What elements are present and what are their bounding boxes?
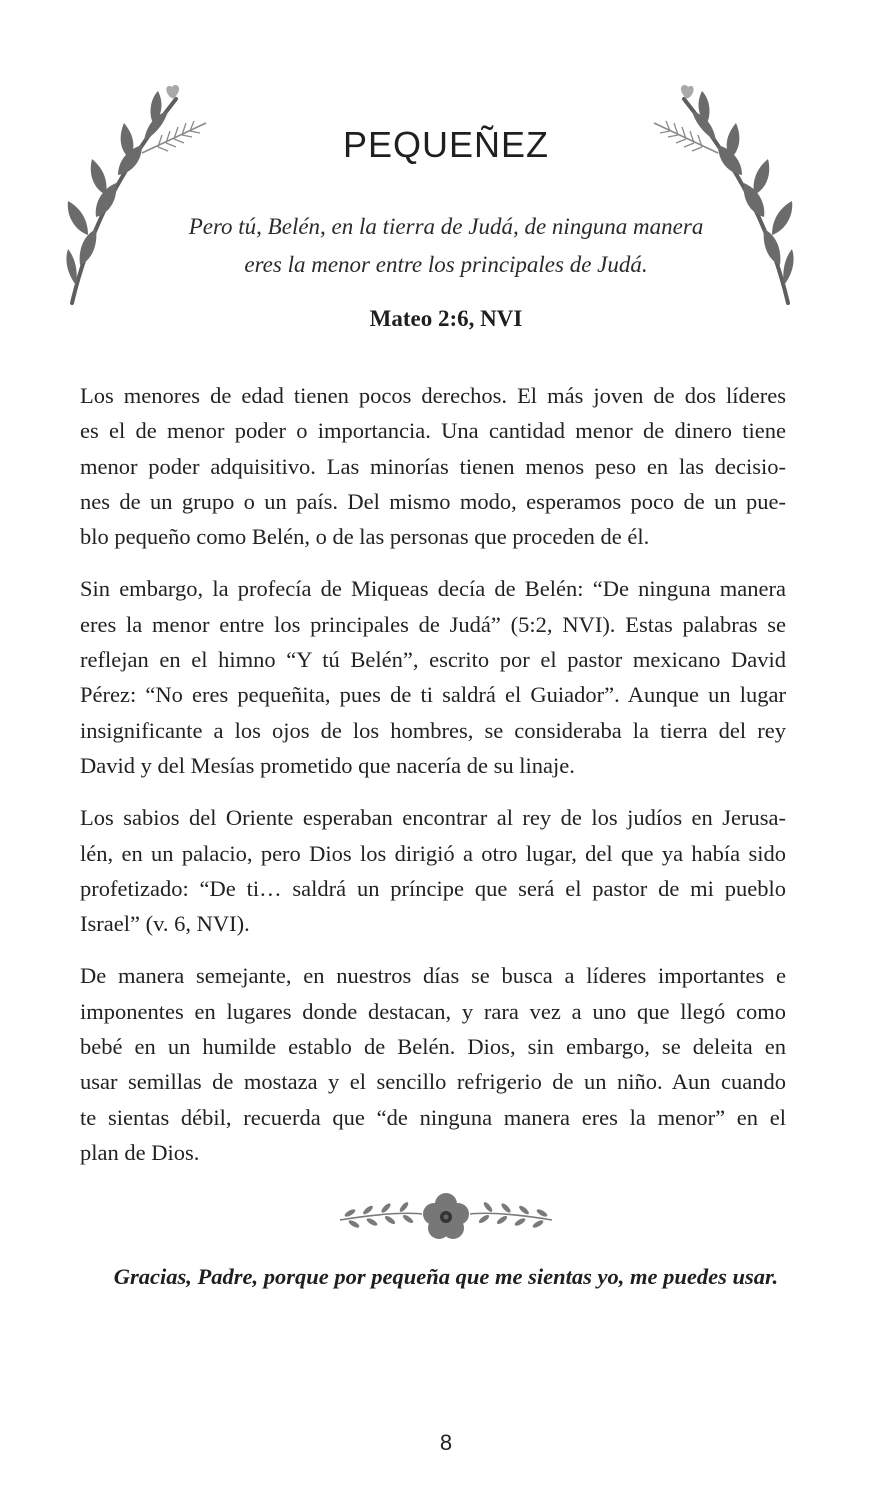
page-title: PEQUEÑEZ xyxy=(342,124,550,165)
paragraph xyxy=(80,571,786,783)
text-line: profetizado: “De ti… saldrá un príncipe que será el pastor de mi pueblo xyxy=(80,875,786,901)
text-line: blo pequeño como Belén, o de las personas que proceden de él. xyxy=(80,524,650,550)
text-line: lén, en un palacio, pero Dios los dirigió a otro lugar, del que ya había sido xyxy=(80,840,786,866)
text-line: te sientas débil, recuerda que “de ninguna manera eres la menor” en el xyxy=(80,1104,786,1130)
text-line: David y del Mesías prometido que nacería de su linaje. xyxy=(80,752,575,778)
text-line: reflejan en el himno “Y tú Belén”, escrito por el pastor mexicano David xyxy=(80,647,786,673)
page-number: 8 xyxy=(439,1430,453,1455)
text-line: imponentes en lugares donde destacan, y rara vez a uno que llegó como xyxy=(80,998,786,1024)
closing-prayer: Gracias, Padre, porque por pequeña que me sientas yo, me puedes usar. xyxy=(113,1264,779,1289)
text-line: Los menores de edad tienen pocos derechos. El más joven de dos líderes xyxy=(80,383,786,408)
text-line: plan de Dios. xyxy=(80,1139,200,1165)
text-line: Pérez: “No eres pequeñita, pues de ti saldrá el Guiador”. Aunque un lugar xyxy=(80,682,786,708)
text-line: Los sabios del Oriente esperaban encontrar al rey de los judíos en Jerusa- xyxy=(80,805,786,831)
paragraph xyxy=(80,378,786,554)
paragraph xyxy=(80,958,786,1170)
text-line: bebé en un humilde establo de Belén. Dios, sin embargo, se deleita en xyxy=(80,1034,786,1060)
text-line: De manera semejante, en nuestros días se busca a líderes importantes e xyxy=(80,963,786,989)
text-line: Sin embargo, la profecía de Miqueas decía de Belén: “De ninguna manera xyxy=(80,576,786,602)
epigraph-verse xyxy=(120,208,772,284)
verse-line: eres la menor entre los principales de Judá. xyxy=(244,252,648,277)
verse-line: Pero tú, Belén, en la tierra de Judá, de ninguna manera xyxy=(188,214,704,239)
text-line: insignificante a los ojos de los hombres, se consideraba la tierra del rey xyxy=(80,717,786,743)
flower-divider-icon xyxy=(336,1186,556,1246)
body-text xyxy=(80,378,786,1187)
text-line: Israel” (v. 6, NVI). xyxy=(80,911,250,937)
text-line: nes de un grupo o un país. Del mismo modo, esperamos poco de un pue- xyxy=(80,488,786,514)
text-line: menor poder adquisitivo. Las minorías tienen menos peso en las decisio- xyxy=(80,453,786,479)
verse-reference: Mateo 2:6, NVI xyxy=(369,306,523,331)
text-line: usar semillas de mostaza y el sencillo refrigerio de un niño. Aun cuando xyxy=(80,1069,786,1095)
text-line: es el de menor poder o importancia. Una cantidad menor de dinero tiene xyxy=(80,418,786,444)
paragraph xyxy=(80,800,786,941)
text-line: eres la menor entre los principales de Judá” (5:2, NVI). Estas palabras se xyxy=(80,611,786,637)
